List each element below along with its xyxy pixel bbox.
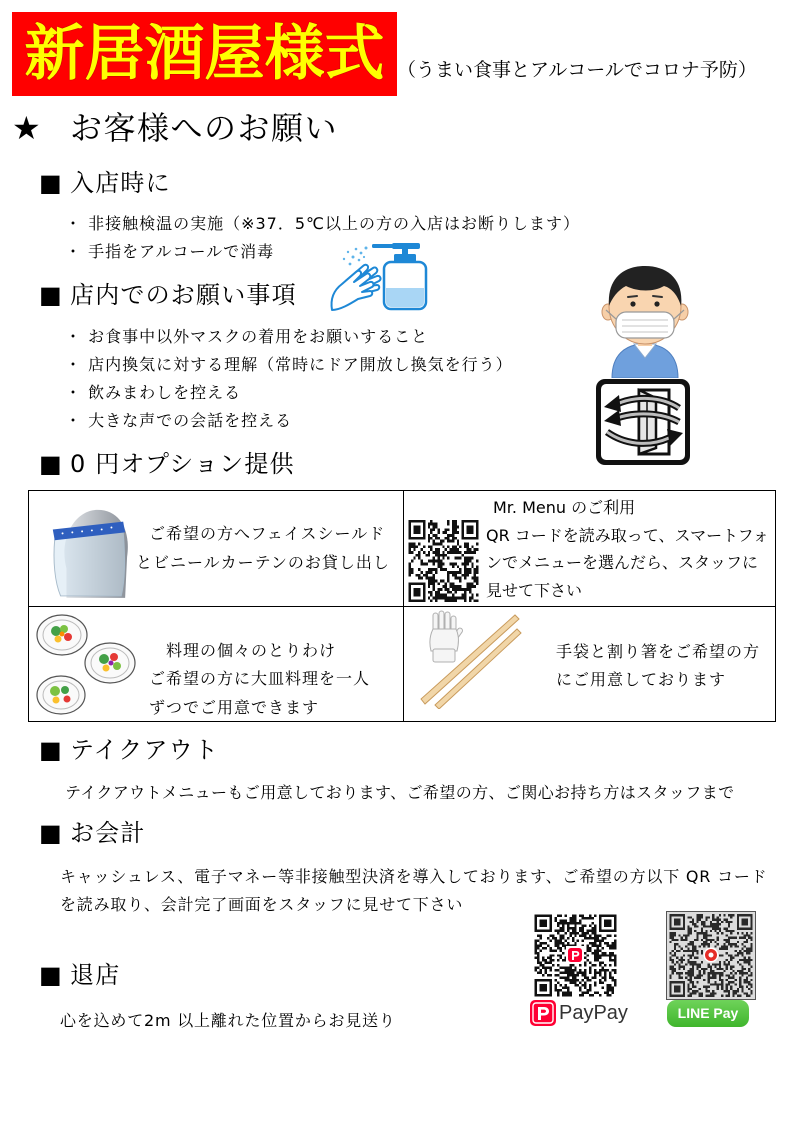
option-face-shield (29, 491, 403, 606)
checkout-text: を読み取り、会計完了画面をスタッフに見せて下さい (60, 895, 464, 914)
section-title: テイクアウト (70, 736, 220, 764)
section-exit (0, 960, 420, 990)
paypay-center-logo-icon (566, 946, 584, 964)
option-text: にご用意しております (556, 670, 727, 689)
paypay-label: PayPay (559, 1002, 628, 1024)
list-item: ・ お食事中以外マスクの着用をお願いすること (65, 327, 429, 346)
salad-plates-icon (34, 611, 138, 715)
main-title: 新居酒屋様式 (24, 19, 385, 89)
section-marker: ■ (39, 281, 62, 309)
option-text: ご希望の方へフェイスシールド (149, 524, 386, 543)
masked-person-icon (598, 262, 692, 378)
option-text: ずつでご用意できます (149, 698, 320, 717)
section-title: お会計 (70, 819, 146, 847)
option-dish-sharing (29, 607, 403, 721)
main-heading (0, 110, 400, 146)
menu-qr-code (406, 517, 481, 605)
section-entry (0, 168, 420, 198)
linepay-center-logo-icon (703, 947, 719, 963)
list-item: ・ 手指をアルコールで消毒 (65, 242, 275, 261)
section-options (0, 449, 420, 479)
option-text: 見せて下さい (486, 581, 583, 600)
gloves-chopsticks-icon (419, 609, 525, 709)
subtitle: （うまい食事とアルコールでコロナ予防） (397, 59, 757, 81)
section-in-store (0, 280, 420, 310)
option-text: 料理の個々のとりわけ (166, 641, 337, 660)
section-marker: ■ (39, 819, 62, 847)
option-text: とビニールカーテンのお貸し出し (136, 553, 390, 572)
section-title: 入店時に (70, 169, 171, 197)
linepay-label: LINE Pay (677, 1005, 739, 1021)
option-text: ご希望の方に大皿料理を一人 (149, 669, 371, 688)
list-item: ・ 非接触検温の実施（※37．5℃以上の方の入店はお断りします） (65, 214, 581, 233)
title-banner (12, 12, 397, 96)
paypay-logo-icon (530, 1000, 556, 1026)
section-title: 0 円オプション提供 (70, 450, 295, 478)
section-marker: ■ (39, 736, 62, 764)
star-marker: ★ (12, 109, 41, 147)
takeout-text: テイクアウトメニューもご用意しております、ご希望の方、ご関心お持ち方はスタッフまで (65, 783, 735, 802)
section-marker: ■ (39, 961, 62, 989)
checkout-text: キャッシュレス、電子マネー等非接触型決済を導入しております、ご希望の方以下 QR コード (60, 867, 768, 886)
option-gloves-chopsticks (404, 607, 775, 721)
option-mr-menu (404, 491, 775, 606)
option-text: ンでメニューを選んだら、スタッフに (486, 553, 759, 572)
section-title: 店内でのお願い事項 (70, 281, 297, 309)
list-item: ・ 大きな声での会話を控える (65, 411, 293, 430)
face-shield-icon (43, 499, 131, 599)
option-text: 手袋と割り箸をご希望の方 (556, 642, 761, 661)
section-takeout (0, 735, 420, 765)
linepay-logo (667, 1000, 749, 1027)
option-title: Mr. Menu のご利用 (493, 498, 636, 517)
list-item: ・ 飲みまわしを控える (65, 383, 242, 402)
main-heading-label: お客様へのお願い (70, 109, 339, 147)
door-ventilation-icon (595, 378, 691, 466)
option-text: QR コードを読み取って、スマートフォ (486, 526, 769, 545)
list-item: ・ 店内換気に対する理解（常時にドア開放し換気を行う） (65, 355, 513, 374)
section-checkout (0, 818, 420, 848)
section-title: 退店 (70, 961, 121, 989)
exit-text: 心を込めて2m 以上離れた位置からお見送り (60, 1011, 396, 1030)
section-marker: ■ (39, 169, 62, 197)
section-marker: ■ (39, 450, 62, 478)
options-table (28, 490, 776, 722)
